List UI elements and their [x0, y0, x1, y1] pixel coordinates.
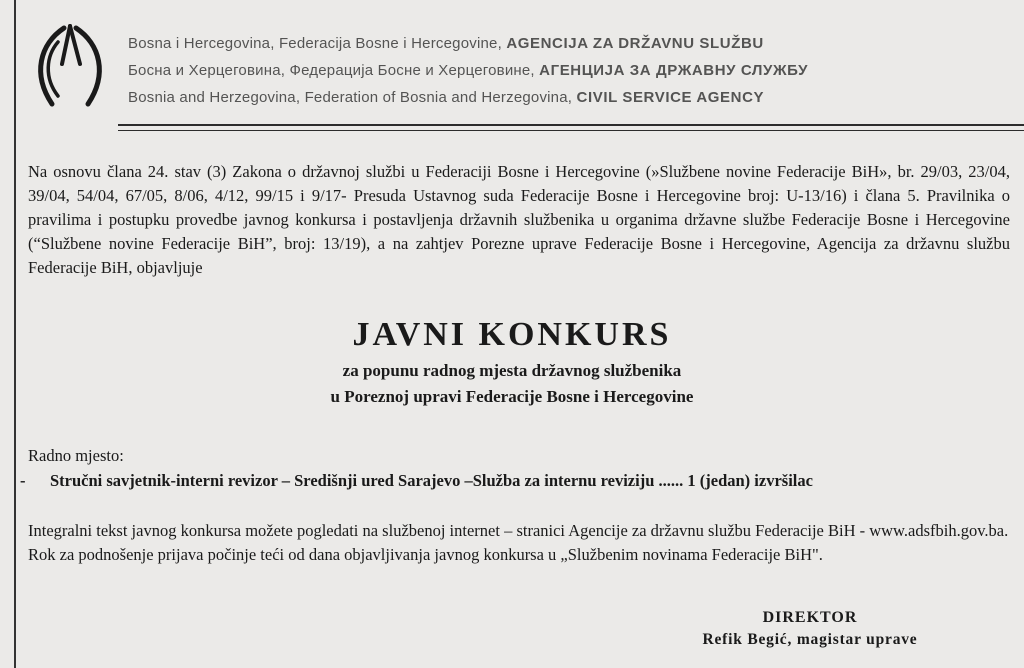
footer-deadline-text: Rok za podnošenje prijava počinje teći od dana objavljivanja javnog konkursa u „Službenim novinama Federacije BiH".: [28, 545, 823, 564]
footer-paragraph: [28, 519, 1010, 567]
director-title: DIREKTOR: [762, 609, 858, 626]
agency-line-cyrillic: Босна и Херцеговина, Федерација Босне и Херцеговине, АГЕНЦИЈА ЗА ДРЖАВНУ СЛУЖБУ: [128, 62, 809, 79]
list-dash: -: [20, 471, 26, 490]
agency-line-latin: Bosna i Hercegovina, Federacija Bosne i Hercegovine, AGENCIJA ZA DRŽAVNU SLUŽBU: [128, 35, 764, 52]
intro-paragraph: Na osnovu člana 24. stav (3) Zakona o državnoj službi u Federaciji Bosne i Hercegovine (»Službene novine Federacije BiH», br. 29/03, 23/04, 39/04, 54/04, 67/05, 8/06, 4/12, 99/15 i 9/17- Presuda Ustavnog suda Federacije Bosne i Hercegovine broj: U-13/16) i člana 5. Pravilnika o pravilima i postupku provedbe javnog konkursa i postavljenja državnih službenika u organima državne službe Federacije Bosne i Hercegovine (“Službene novine Federacije BiH”, broj: 13/19), a na zahtjev Porezne uprave Federacije Bosne i Hercegovine, Agencija za državnu službu Federacije BiH, objavljuje: [28, 162, 1010, 277]
position-item: [20, 471, 1010, 491]
agency-header: [128, 30, 1008, 111]
position-label: Radno mjesto:: [28, 446, 124, 465]
notice-title: JAVNI KONKURS: [352, 316, 672, 353]
header-divider: [118, 124, 1024, 126]
agency-line-english: Bosnia and Herzegovina, Federation of Bosnia and Herzegovina, CIVIL SERVICE AGENCY: [128, 89, 765, 106]
agency-logo-icon: [24, 18, 116, 114]
notice-subtitle-institution: u Poreznoj upravi Federacije Bosne i Hercegovine: [330, 387, 694, 406]
director-name: Refik Begić, magistar uprave: [702, 631, 918, 648]
notice-subtitle: za popunu radnog mjesta državnog službenika: [342, 361, 682, 380]
signature-block: [660, 607, 960, 651]
position-text: Stručni savjetnik-interni revizor – Središnji ured Sarajevo –Služba za internu reviziju ...... 1 (jedan) izvršilac: [50, 471, 813, 490]
header-divider-thin: [118, 130, 1024, 131]
footer-website-text: Integralni tekst javnog konkursa možete pogledati na službenoj internet – stranici Agencije za državnu službu Federacije BiH - www.adsfbih.gov.ba.: [28, 521, 1009, 540]
